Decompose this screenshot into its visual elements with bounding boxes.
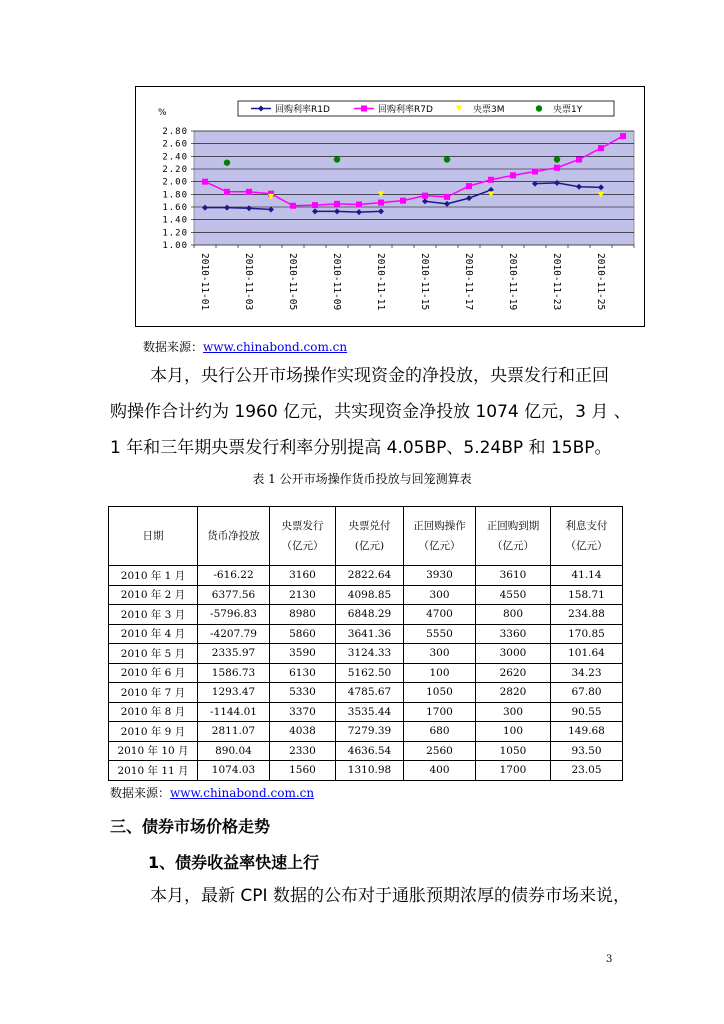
- table-cell: 4098.85: [336, 585, 404, 605]
- data-point: [466, 183, 472, 189]
- table-cell: 100: [404, 663, 476, 683]
- table-header-6: [551, 507, 623, 566]
- table-row: [109, 644, 623, 664]
- data-point: [290, 203, 296, 209]
- table-header-4: [404, 507, 476, 566]
- table-cell: 680: [404, 722, 476, 742]
- y-tick-label: 1.00: [162, 241, 188, 251]
- table-header-3: [336, 507, 404, 566]
- y-tick-label: 1.40: [162, 215, 188, 226]
- table-cell: 34.23: [551, 663, 623, 683]
- table-cell: 149.68: [551, 722, 623, 742]
- table-cell: 1050: [404, 683, 476, 703]
- x-tick-label: 2010-11-19: [507, 253, 518, 311]
- table-cell: 23.05: [551, 761, 623, 781]
- table-cell: 2620: [476, 663, 551, 683]
- table-cell: 2010 年 11 月: [109, 761, 198, 781]
- plot-area: [194, 131, 634, 245]
- table-header-text: 正回购操作: [413, 520, 466, 532]
- table-cell: 67.80: [551, 683, 623, 703]
- series-line: [315, 211, 381, 212]
- table-cell: 3930: [404, 566, 476, 586]
- table-cell: 170.85: [551, 624, 623, 644]
- table-row: [109, 741, 623, 761]
- data-point: [488, 177, 494, 183]
- data-point: [532, 169, 538, 175]
- subsection-heading: 1、债券收益率快速上行: [148, 853, 320, 872]
- table-cell: 300: [476, 702, 551, 722]
- data-point: [224, 159, 230, 165]
- table-header-text: (亿元): [354, 540, 385, 552]
- table-caption: 表 1 公开市场操作货币投放与回笼测算表: [252, 472, 472, 486]
- table-row: [109, 605, 623, 625]
- table-cell: 1700: [404, 702, 476, 722]
- table-cell: 2010 年 3 月: [109, 605, 198, 625]
- table-cell: 2330: [270, 741, 336, 761]
- table-cell: 2010 年 10 月: [109, 741, 198, 761]
- table-cell: 6377.56: [198, 585, 270, 605]
- data-point: [620, 133, 626, 139]
- x-axis-ticks: [194, 245, 634, 310]
- y-axis-ticks: [162, 127, 194, 251]
- x-tick-label: 2010-11-15: [419, 253, 430, 311]
- table-row: [109, 566, 623, 586]
- paragraph-1-line-3: 1 年和三年期央票发行利率分别提高 4.05BP、5.24BP 和 15BP。: [110, 438, 612, 458]
- chart-source-label: 数据来源：: [143, 340, 204, 354]
- table-cell: 5550: [404, 624, 476, 644]
- table-cell: 3370: [270, 702, 336, 722]
- table-cell: 90.55: [551, 702, 623, 722]
- data-point: [554, 165, 560, 171]
- table-cell: 8980: [270, 605, 336, 625]
- chart-svg: [136, 87, 644, 326]
- table-cell: 93.50: [551, 741, 623, 761]
- x-tick-label: 2010-11-11: [375, 253, 386, 311]
- table-header-2: [270, 507, 336, 566]
- table-cell: 2010 年 4 月: [109, 624, 198, 644]
- data-point: [554, 156, 560, 162]
- table-cell: 1560: [270, 761, 336, 781]
- table-cell: 3160: [270, 566, 336, 586]
- chart-legend: [238, 101, 614, 116]
- table-cell: 3641.36: [336, 624, 404, 644]
- x-tick-label: 2010-11-09: [331, 253, 342, 311]
- table-header-text: 正回购到期: [486, 520, 540, 532]
- table-cell: 2822.64: [336, 566, 404, 586]
- table-cell: -5796.83: [198, 605, 270, 625]
- y-tick-label: 2.40: [162, 152, 188, 163]
- table-cell: 6130: [270, 663, 336, 683]
- table-cell: 2010 年 8 月: [109, 702, 198, 722]
- data-point: [510, 172, 516, 178]
- table-cell: 300: [404, 644, 476, 664]
- x-tick-label: 2010-11-23: [551, 253, 562, 311]
- table-row: [109, 663, 623, 683]
- table-cell: 4700: [404, 605, 476, 625]
- yield-chart: [135, 86, 645, 327]
- table-cell: 4636.54: [336, 741, 404, 761]
- legend-label: 央票3M: [473, 105, 505, 115]
- table-row: [109, 761, 623, 781]
- page-number: 3: [606, 954, 613, 965]
- x-tick-label: 2010-11-17: [463, 253, 474, 311]
- data-point: [334, 156, 340, 162]
- table-cell: 2560: [404, 741, 476, 761]
- table-cell: -1144.01: [198, 702, 270, 722]
- table-cell: 3535.44: [336, 702, 404, 722]
- y-tick-label: 2.20: [162, 165, 188, 175]
- data-point: [334, 201, 340, 207]
- table-cell: 2811.07: [198, 722, 270, 742]
- table-cell: 2010 年 6 月: [109, 663, 198, 683]
- y-tick-label: 2.60: [162, 139, 188, 150]
- table-cell: 890.04: [198, 741, 270, 761]
- paragraph-1-line-1: 本月，央行公开市场操作实现资金的净投放，央票发行和正回: [150, 366, 609, 386]
- table-row: [109, 702, 623, 722]
- data-point: [400, 198, 406, 204]
- table-row: [109, 722, 623, 742]
- table-cell: 7279.39: [336, 722, 404, 742]
- table-cell: 1293.47: [198, 683, 270, 703]
- table-cell: 300: [404, 585, 476, 605]
- data-point: [356, 201, 362, 207]
- table-cell: 1310.98: [336, 761, 404, 781]
- table-row: [109, 683, 623, 703]
- legend-label: 央票1Y: [553, 105, 583, 115]
- table-cell: 2820: [476, 683, 551, 703]
- table-header-text: 央票发行: [281, 520, 324, 532]
- table-cell: 100: [476, 722, 551, 742]
- table-row: [109, 624, 623, 644]
- y-tick-label: 2.80: [162, 127, 188, 137]
- table-cell: 3590: [270, 644, 336, 664]
- y-tick-label: 1.20: [162, 228, 188, 239]
- data-point: [312, 202, 318, 208]
- table-header-1: [198, 507, 270, 566]
- table-cell: 2010 年 2 月: [109, 585, 198, 605]
- data-point: [202, 179, 208, 185]
- table-cell: 1700: [476, 761, 551, 781]
- table-cell: 400: [404, 761, 476, 781]
- table-cell: -616.22: [198, 566, 270, 586]
- table-cell: 3000: [476, 644, 551, 664]
- table-cell: 3124.33: [336, 644, 404, 664]
- data-point: [576, 157, 582, 163]
- table-cell: 234.88: [551, 605, 623, 625]
- table-cell: -4207.79: [198, 624, 270, 644]
- chart-source: [143, 338, 347, 355]
- table-header-0: [109, 507, 198, 566]
- table-cell: 1586.73: [198, 663, 270, 683]
- legend-label: 回购利率R1D: [275, 105, 330, 115]
- table-header-text: 利息支付: [565, 520, 608, 532]
- table-cell: 101.64: [551, 644, 623, 664]
- x-tick-label: 2010-11-01: [199, 253, 210, 311]
- table-header-text: （亿元）: [281, 540, 324, 552]
- table-cell: 41.14: [551, 566, 623, 586]
- table-header-row: [109, 507, 623, 566]
- table-cell: 2010 年 5 月: [109, 644, 198, 664]
- table-header-5: [476, 507, 551, 566]
- table-cell: 6848.29: [336, 605, 404, 625]
- table-cell: 5330: [270, 683, 336, 703]
- table-cell: 1050: [476, 741, 551, 761]
- data-point: [224, 189, 230, 195]
- table-cell: 4038: [270, 722, 336, 742]
- table-cell: 2335.97: [198, 644, 270, 664]
- table-cell: 4785.67: [336, 683, 404, 703]
- open-market-table: [108, 506, 623, 781]
- table-header-text: 货币净投放: [207, 530, 260, 542]
- table-header-text: 日期: [142, 530, 164, 542]
- table-cell: 2010 年 9 月: [109, 722, 198, 742]
- table-source-label: 数据来源：: [110, 786, 171, 800]
- y-tick-label: 1.60: [162, 203, 188, 213]
- table-cell: 4550: [476, 585, 551, 605]
- legend-marker: [361, 106, 367, 112]
- x-tick-label: 2010-11-05: [287, 253, 298, 311]
- paragraph-2: 本月，最新 CPI 数据的公布对于通胀预期浓厚的债券市场来说，: [150, 886, 630, 906]
- table-header-text: （亿元）: [565, 540, 608, 552]
- paragraph-1-line-2: 购操作合计约为 1960 亿元，共实现资金净投放 1074 亿元，3 月 、: [110, 402, 631, 422]
- table-cell: 2010 年 7 月: [109, 683, 198, 703]
- table-source-link[interactable]: www.chinabond.com.cn: [170, 786, 315, 800]
- section-heading: 三、债券市场价格走势: [110, 817, 271, 836]
- table-header-text: （亿元）: [492, 540, 534, 552]
- x-tick-label: 2010-11-03: [243, 253, 254, 311]
- data-point: [444, 194, 450, 200]
- chart-unit-label: %: [158, 108, 167, 118]
- table-cell: 3610: [476, 566, 551, 586]
- legend-label: 回购利率R7D: [378, 105, 433, 115]
- legend-marker: [536, 105, 542, 111]
- table-cell: 2130: [270, 585, 336, 605]
- table-cell: 158.71: [551, 585, 623, 605]
- table-cell: 5860: [270, 624, 336, 644]
- table-cell: 800: [476, 605, 551, 625]
- table-cell: 5162.50: [336, 663, 404, 683]
- table-header-text: 央票兑付: [348, 520, 391, 532]
- table-cell: 2010 年 1 月: [109, 566, 198, 586]
- table-cell: 1074.03: [198, 761, 270, 781]
- y-tick-label: 2.00: [162, 177, 188, 188]
- data-point: [598, 145, 604, 151]
- table-source: [110, 784, 314, 801]
- table-cell: 3360: [476, 624, 551, 644]
- y-tick-label: 1.80: [162, 190, 188, 201]
- table-row: [109, 585, 623, 605]
- data-point: [422, 193, 428, 199]
- table-header-text: （亿元）: [418, 540, 461, 552]
- x-tick-label: 2010-11-25: [595, 253, 606, 311]
- chart-source-link[interactable]: www.chinabond.com.cn: [203, 340, 348, 354]
- data-point: [246, 189, 252, 195]
- data-point: [444, 156, 450, 162]
- data-point: [378, 200, 384, 206]
